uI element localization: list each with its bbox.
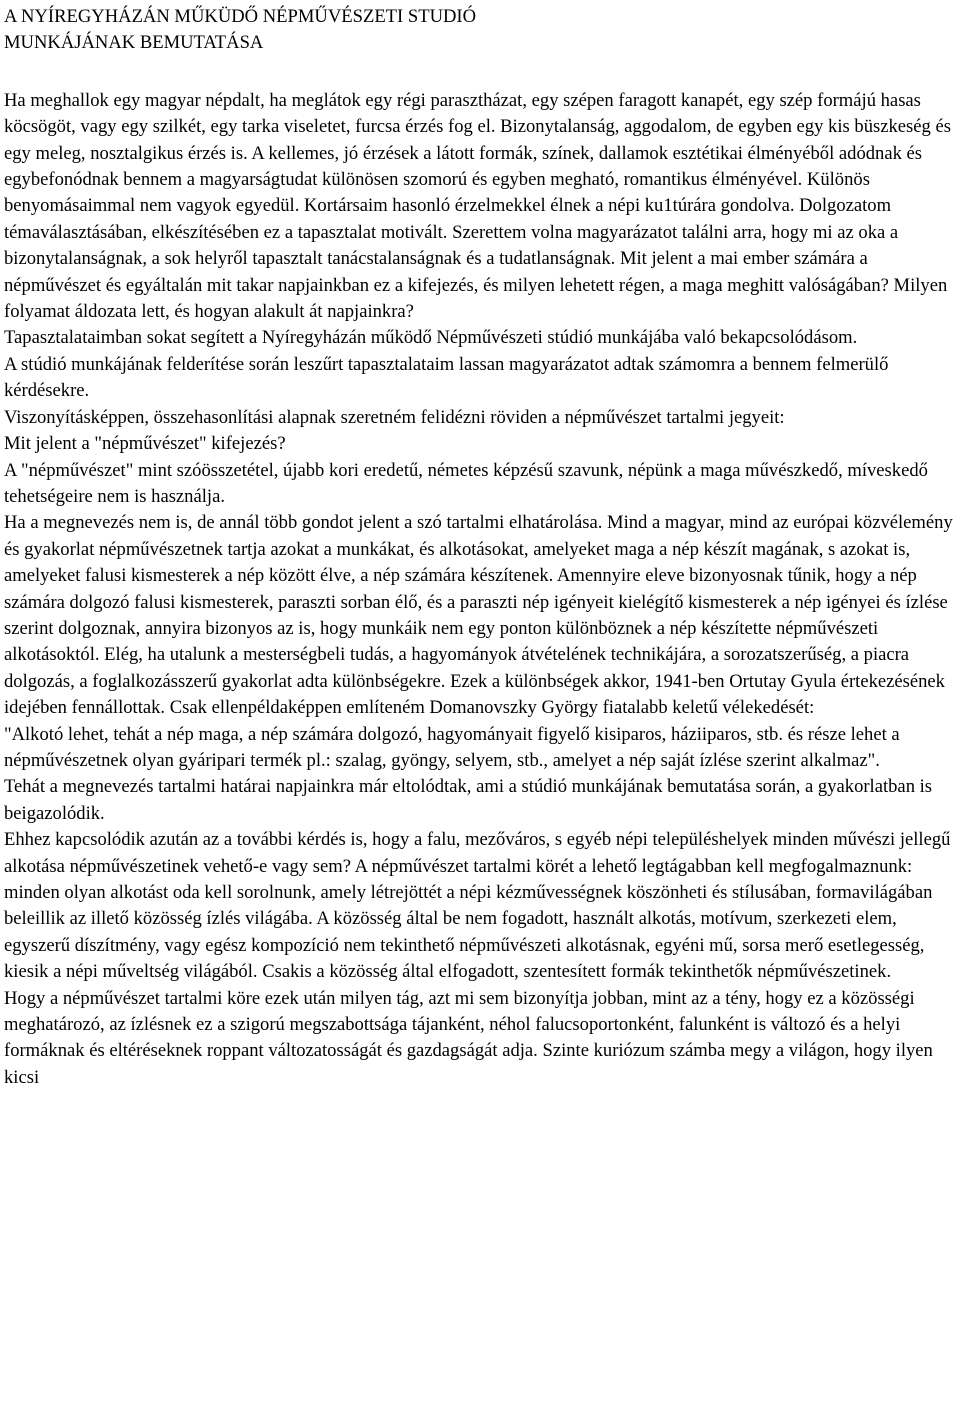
paragraph-shifted-boundaries: Tehát a megnevezés tartalmi határai napjainkra már eltolódtak, ami a stúdió munkájának bemutatása során, a gyakorlatban is beigazolódik. bbox=[4, 776, 933, 824]
paragraph-definition: Ha a megnevezés nem is, de annál több gondot jelent a szó tartalmi elhatárolása. Mind a magyar, mind az európai közvélemény és gyakorlat népművészetnek tartja azokat a munkákat, és alkotásokat, amelyeket maga a nép készít magának, s azokat is, amelyeket falusi kismesterek a nép között élve, a nép számára készítenek. Amennyire eleve bizonyosnak tűnik, hogy a nép számára dolgozó falusi kismesterek, paraszti sorban élő, és a paraszti nép igényeit kielégítő kismesterek a nép igényei és ízlése szerint dolgoznak, annyira bizonyos az is, hogy munkáik nem egy ponton különböznek a nép készítette népművészeti alkotásoktól. Elég, ha utalunk a mesterségbeli tudás, a hagyományok átvételének technikájára, a sorozatszerűség, a piacra dolgozás, a foglalkozásszerű gyakorlat adta különbségekre. Ezek a különbségek akkor, 1941-ben Ortutay Gyula értekezésének idejében fennállottak. Csak ellenpéldaképpen említeném Domanovszky György fiatalabb keletű vélekedését: bbox=[4, 512, 953, 719]
title-line-1: A NYÍREGYHÁZÁN MŰKÜDŐ NÉPMŰVÉSZETI STUDIÓ bbox=[4, 6, 477, 27]
document-body bbox=[4, 88, 956, 1091]
title-spacer bbox=[4, 57, 956, 88]
paragraph-term-origin: A "népművészet" mint szóösszetétel, újabb kori eredetű, németes képzésű szavunk, népünk a maga művészkedő, míveskedő tehetségeire nem is használja. bbox=[4, 459, 928, 507]
paragraph-variety: Hogy a népművészet tartalmi köre ezek után milyen tág, azt mi sem bizonyítja jobban, mint az a tény, hogy ez a közösségi meghatározó, az ízlésnek ez a szigorú megszabottsága tájanként, néhol falucsoportonként, falunként is változó és a helyi formáknak és eltéréseknek roppant változatosságát és gazdagságát adja. Szinte kuriózum számba megy a világon, hogy ilyen kicsi bbox=[4, 987, 933, 1088]
paragraph-studio-experience: Tapasztalataimban sokat segített a Nyíregyházán működő Népművészeti stúdió munkájába való bekapcsolódásom. bbox=[4, 327, 858, 349]
paragraph-quote: "Alkotó lehet, tehát a nép maga, a nép számára dolgozó, hagyományait figyelő kisiparos, háziiparos, stb. és része lehet a népművészetnek olyan gyáripari termék pl.: szalag, gyöngy, selyem, stb., amelyet a nép saját ízlése szerint alkalmaz". bbox=[4, 723, 900, 771]
paragraph-comparison: Viszonyításképpen, összehasonlítási alapnak szeretném felidézni röviden a népművészet tartalmi jegyeit: bbox=[4, 406, 785, 428]
paragraph-question: Mit jelent a "népművészet" kifejezés? bbox=[4, 433, 286, 455]
document-page bbox=[4, 4, 956, 1091]
title-line-2: MUNKÁJÁNAK BEMUTATÁSA bbox=[4, 32, 264, 54]
document-title bbox=[4, 4, 956, 57]
paragraph-intro: Ha meghallok egy magyar népdalt, ha meglátok egy régi parasztházat, egy szépen faragott kanapét, egy szép formájú hasas köcsögöt, vagy egy szilkét, egy tarka viseletet, furcsa érzés fog el. Bizonytalanság, aggodalom, de egyben egy kis büszkeség és egy meleg, nosztalgikus érzés is. A kellemes, jó érzések a látott formák, színek, dallamok esztétikai élményéből adódnak és egybefonódnak bennem a magyarságtudat különösen szomorú és egyben megható, romantikus élményével. Különös benyomásaimmal nem vagyok egyedül. Kortársaim hasonló érzelmekkel élnek a népi ku1túrára gondolva. Dolgozatom témaválasztásában, elkészítésében ez a tapasztalat motivált. Szerettem volna magyarázatot találni arra, hogy mi az oka a bizonytalanságnak, a sok helyről tapasztalt tanácstalanságnak és a tudatlanságnak. Mit jelent a mai ember számára a népművészet és egyáltalán mit takar napjainkban ez a kifejezés, és milyen lehetett régen, a maga meghitt valóságában? Milyen folyamat áldozata lett, és hogyan alakult át napjainkra? bbox=[4, 89, 951, 323]
paragraph-community: Ehhez kapcsolódik azután az a további kérdés is, hogy a falu, mezőváros, s egyéb népi településhelyek minden művészi jellegű alkotása népművészetinek vehető-e vagy sem? A népművészet tartalmi körét a lehető legtágabban kell megfogalmaznunk: minden olyan alkotást oda kell sorolnunk, amely létrejöttét a népi kézművességnek köszönheti és stílusában, formavilágában beleillik az illető közösség ízlés világába. A közösség által be nem fogadott, használt alkotás, motívum, szerkezeti elem, egyszerű díszítmény, vagy egész kompozíció nem tekinthető népművészeti alkotásnak, egyéni mű, sorsa merő esetlegesség, kiesik a népi műveltség világából. Csakis a közösség által elfogadott, szentesített formák tekinthetők népművészetinek. bbox=[4, 829, 951, 983]
paragraph-studio-findings: A stúdió munkájának felderítése során leszűrt tapasztalataim lassan magyarázatot adtak számomra a bennem felmerülő kérdésekre. bbox=[4, 353, 889, 402]
